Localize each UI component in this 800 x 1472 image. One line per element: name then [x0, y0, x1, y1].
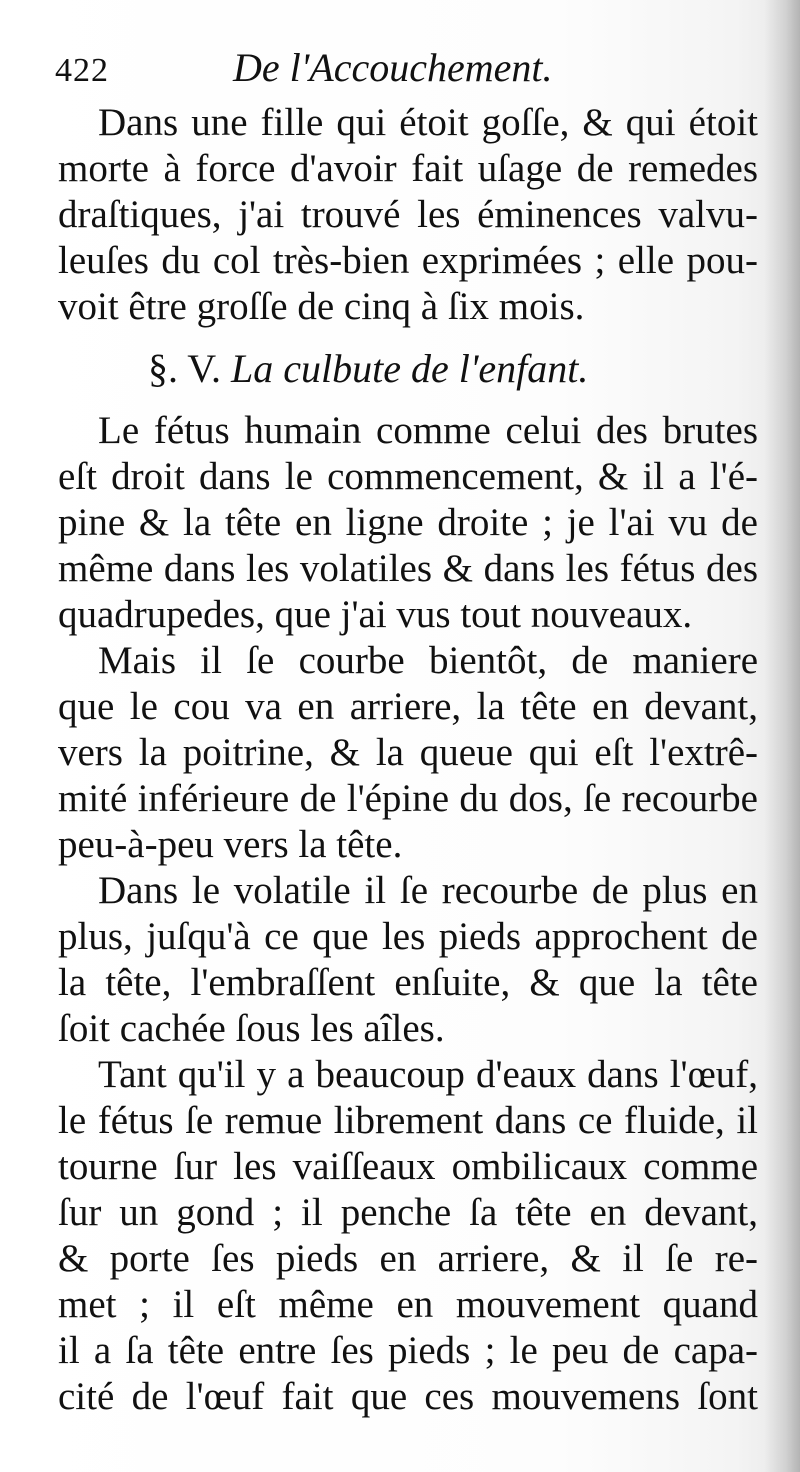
page-number: 422: [55, 52, 109, 89]
text-line: morte à force d'avoir fait uſage de remedes: [58, 147, 758, 190]
section-title: La culbute de l'enfant.: [231, 346, 589, 391]
text-line: Le fétus humain comme celui des brutes: [98, 409, 758, 452]
text-line: même dans les volatiles & dans les fétus des: [58, 547, 758, 590]
text-line: vers la poitrine, & la queue qui eſt l'extrê-: [58, 731, 758, 774]
text-line: que le cou va en arriere, la tête en devant,: [58, 685, 758, 728]
text-line: Mais il ſe courbe bientôt, de maniere: [98, 639, 758, 682]
body-text: [58, 100, 758, 1420]
text-line: ſoit cachée ſous les aîles.: [58, 1007, 445, 1050]
text-line: peu-à-peu vers la tête.: [58, 823, 403, 866]
text-line: la tête, l'embraſſent enſuite, & que la tête: [58, 961, 758, 1004]
text-line: mité inférieure de l'épine du dos, ſe recourbe: [58, 777, 758, 820]
text-line: quadrupedes, que j'ai vus tout nouveaux.: [58, 593, 693, 636]
text-line: le fétus ſe remue librement dans ce fluide, il: [58, 1099, 758, 1142]
text-line: ſur un gond ; il penche ſa tête en devant,: [58, 1191, 758, 1234]
text-line: leuſes du col très-bien exprimées ; elle pou-: [58, 239, 758, 282]
text-line: Tant qu'il y a beaucoup d'eaux dans l'œuf,: [98, 1053, 758, 1096]
text-line: Dans une fille qui étoit goſſe, & qui étoit: [98, 101, 758, 144]
text-line: met ; il eſt même en mouvement quand: [58, 1283, 758, 1326]
text-line: il a ſa tête entre ſes pieds ; le peu de capa-: [58, 1329, 758, 1372]
section-heading: [58, 330, 758, 408]
text-line: Dans le volatile il ſe recourbe de plus en: [98, 869, 758, 912]
section-number: §. V.: [148, 346, 222, 391]
text-line: plus, juſqu'à ce que les pieds approchent de: [58, 915, 758, 958]
text-line: & porte ſes pieds en arriere, & il ſe re-: [58, 1237, 758, 1280]
text-line: cité de l'œuf fait que ces mouvemens ſont: [58, 1375, 758, 1418]
text-line: tourne ſur les vaiſſeaux ombilicaux comme: [58, 1145, 758, 1188]
text-line: eſt droit dans le commencement, & il a l'é-: [58, 455, 758, 498]
text-line: draſtiques, j'ai trouvé les éminences valvu-: [58, 193, 758, 236]
text-line: voit être groſſe de cinq à ſix mois.: [58, 285, 585, 328]
page-gutter-shadow: [764, 0, 800, 1472]
page-header: [55, 44, 735, 100]
text-line: pine & la tête en ligne droite ; je l'ai vu de: [58, 501, 758, 544]
running-title: De l'Accouchement.: [233, 45, 553, 90]
